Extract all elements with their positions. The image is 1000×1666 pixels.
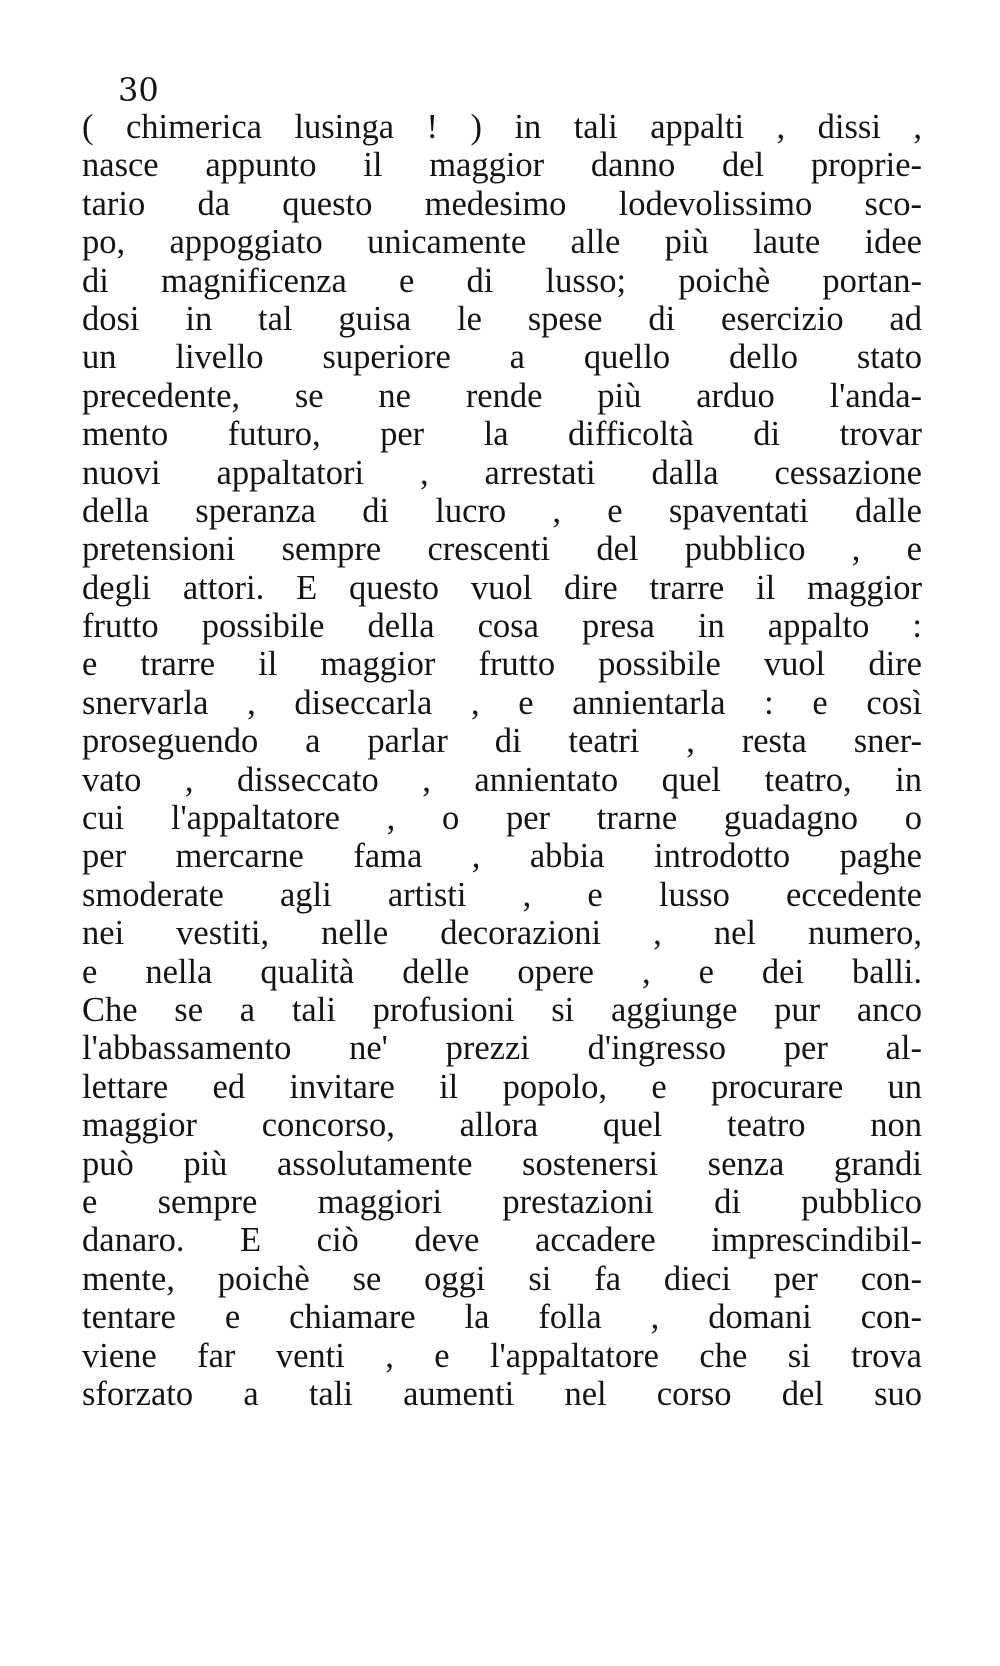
text-line: dosi in tal guisa le spese di esercizio ad (82, 299, 922, 338)
page-number: 30 (118, 71, 159, 109)
text-line: sforzato a tali aumenti nel corso del suo (82, 1374, 922, 1413)
text-line: della speranza di lucro , e spaventati dalle (82, 491, 922, 530)
text-line: nuovi appaltatori , arrestati dalla cessazione (82, 453, 922, 492)
text-line: tentare e chiamare la folla , domani con- (82, 1298, 922, 1337)
body-text (82, 108, 922, 1413)
text-line: un livello superiore a quello dello stato (82, 338, 922, 377)
text-line: degli attori. E questo vuol dire trarre il maggior (82, 568, 922, 607)
text-line: nasce appunto il maggior danno del proprie- (82, 146, 922, 185)
text-line: Che se a tali profusioni si aggiunge pur anco (82, 990, 922, 1029)
text-line: può più assolutamente sostenersi senza grandi (82, 1144, 922, 1183)
text-line: e nella qualità delle opere , e dei balli. (82, 952, 922, 991)
text-line: nei vestiti, nelle decorazioni , nel numero, (82, 914, 922, 953)
text-line: l'abbassamento ne' prezzi d'ingresso per al- (82, 1029, 922, 1068)
text-line: frutto possibile della cosa presa in appalto : (82, 607, 922, 646)
text-line: proseguendo a parlar di teatri , resta sner- (82, 722, 922, 761)
text-line: e trarre il maggior frutto possibile vuol dire (82, 645, 922, 684)
text-line: e sempre maggiori prestazioni di pubblico (82, 1182, 922, 1221)
text-line: cui l'appaltatore , o per trarne guadagno o (82, 799, 922, 838)
text-line: smoderate agli artisti , e lusso eccedente (82, 875, 922, 914)
text-line: vato , disseccato , annientato quel teatro, in (82, 760, 922, 799)
text-line: maggior concorso, allora quel teatro non (82, 1106, 922, 1145)
text-line: di magnificenza e di lusso; poichè portan- (82, 261, 922, 300)
text-line: tario da questo medesimo lodevolissimo sco- (82, 184, 922, 223)
text-line: viene far venti , e l'appaltatore che si trova (82, 1336, 922, 1375)
text-line: ( chimerica lusinga ! ) in tali appalti , dissi , (82, 108, 922, 146)
text-line: mente, poichè se oggi si fa dieci per con- (82, 1259, 922, 1298)
text-line: pretensioni sempre crescenti del pubblico , e (82, 530, 922, 569)
text-line: precedente, se ne rende più arduo l'anda- (82, 376, 922, 415)
text-line: po, appoggiato unicamente alle più laute idee (82, 223, 922, 262)
text-line: danaro. E ciò deve accadere imprescindibil- (82, 1221, 922, 1260)
text-line: lettare ed invitare il popolo, e procurare un (82, 1067, 922, 1106)
text-line: per mercarne fama , abbia introdotto paghe (82, 837, 922, 876)
text-line: mento futuro, per la difficoltà di trovar (82, 415, 922, 454)
text-line: snervarla , diseccarla , e annientarla : e così (82, 683, 922, 722)
